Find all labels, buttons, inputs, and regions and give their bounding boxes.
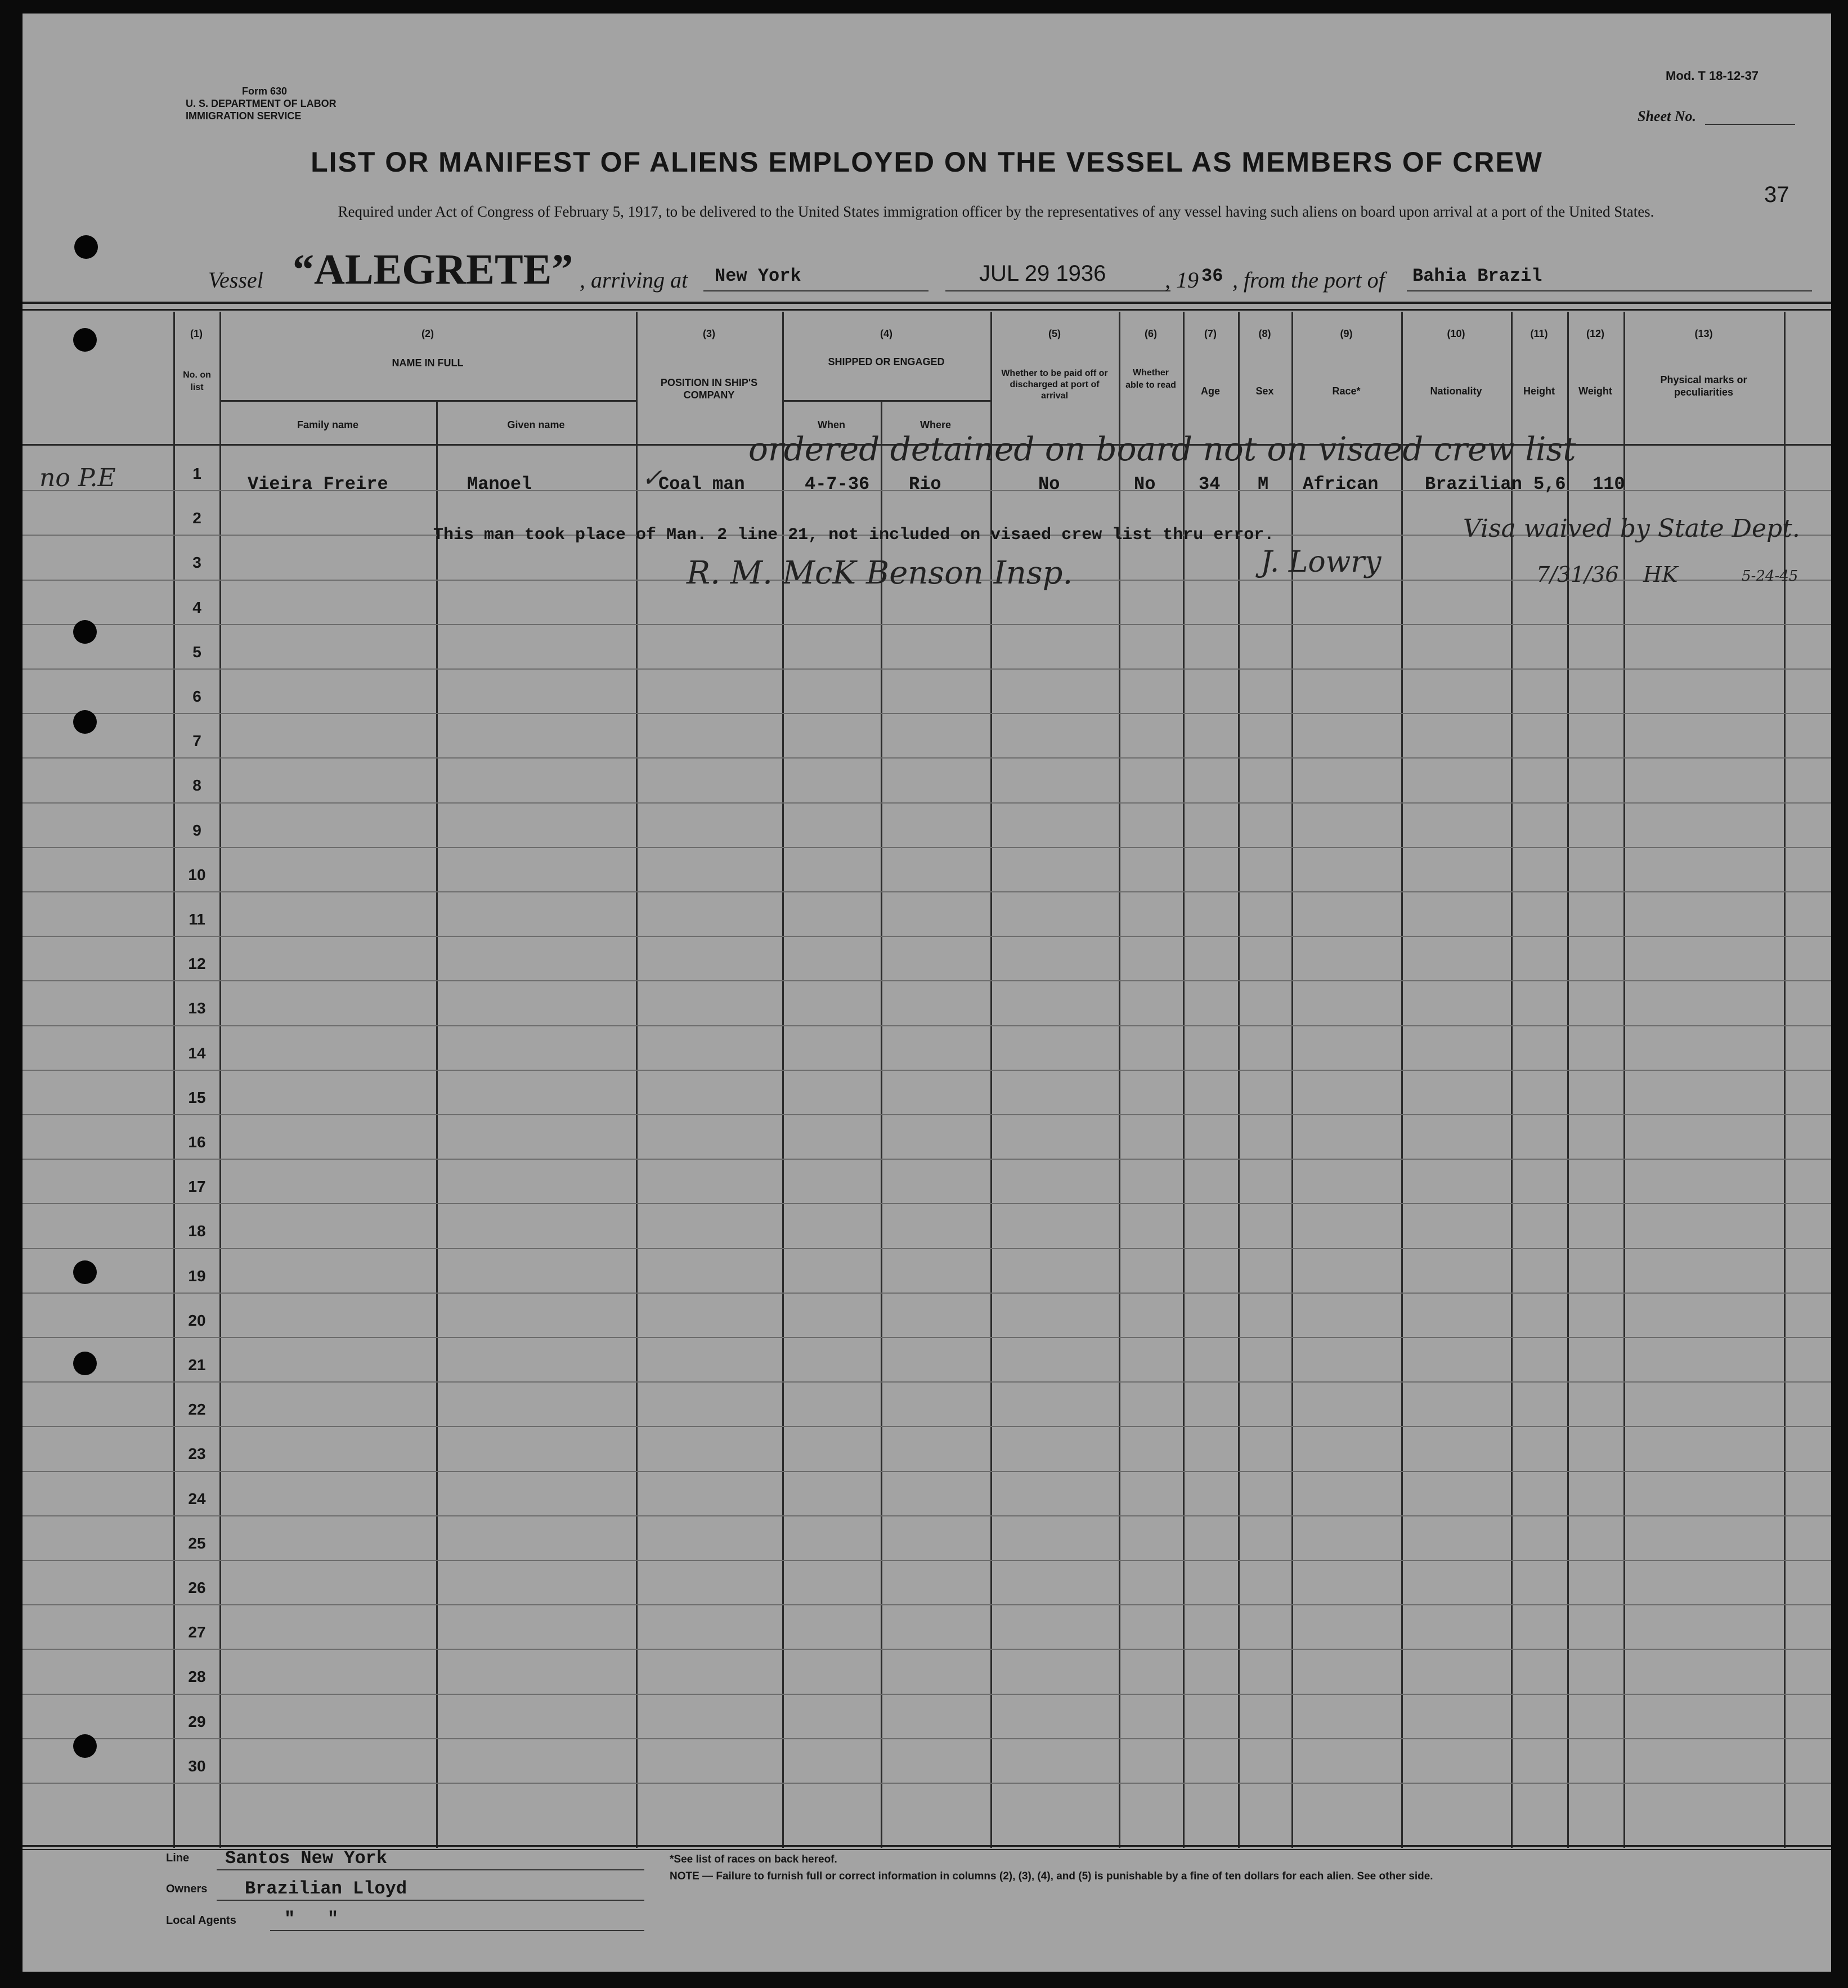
line-value: Santos New York [225, 1848, 388, 1869]
margin-note: no P.E [39, 464, 116, 492]
row-number: 8 [192, 777, 201, 795]
row-number: 22 [188, 1401, 206, 1419]
row-number: 5 [192, 643, 201, 661]
row-number: 1 [192, 465, 201, 482]
punch-hole [73, 328, 97, 352]
nationality: Brazilian [1425, 474, 1522, 495]
row-number: 23 [188, 1445, 206, 1463]
height: 5,6 [1533, 474, 1566, 495]
row-rule [23, 847, 1831, 848]
penalty-note: NOTE — Failure to furnish full or correct information in columns (2), (3), (4), and (5) is punishable by a fine of ten dollars for each alien. See other side. [670, 1870, 1433, 1882]
col2-label: NAME IN FULL [392, 357, 464, 369]
typed-note: This man took place of Man. 2 line 21, not included on visaed crew list thru error. [433, 526, 1275, 545]
row-number: 10 [188, 865, 206, 883]
row-rule [23, 1783, 1831, 1784]
row-number: 20 [188, 1311, 206, 1329]
port-underline [1407, 290, 1812, 291]
initials-hk: HK [1643, 562, 1678, 587]
row-rule [23, 1604, 1831, 1605]
position: Coal man [658, 474, 745, 495]
row-rule [23, 936, 1831, 937]
row-rule [23, 1381, 1831, 1383]
races-note: *See list of races on back hereof. [670, 1854, 837, 1865]
vessel-name: “ALEGRETE” [293, 246, 573, 293]
row-number: 26 [188, 1579, 206, 1596]
name-subheader-rule [219, 400, 636, 402]
row-rule [23, 1248, 1831, 1249]
col4-num: (4) [880, 328, 892, 339]
punch-hole [73, 1260, 97, 1284]
row-number: 9 [192, 821, 201, 839]
col4-where: Where [919, 419, 951, 430]
agents-value: " " [284, 1909, 339, 1929]
row-rule [23, 713, 1831, 714]
row-number: 24 [188, 1489, 206, 1507]
col-rule [1401, 312, 1403, 1848]
ordered-detained-note: ordered detained on board not on visaed crew list [748, 430, 1576, 468]
row-rule [23, 1159, 1831, 1160]
row-rule [23, 624, 1831, 625]
col7-num: (7) [1204, 328, 1217, 339]
punch-hole [73, 620, 97, 644]
arriving-port: New York [715, 266, 801, 286]
row-number: 6 [192, 688, 201, 705]
able-to-read: No [1134, 474, 1156, 495]
row-number: 27 [188, 1623, 206, 1641]
col2-given: Given name [507, 419, 565, 430]
given-name: Manoel [467, 474, 532, 495]
punch-hole [73, 1352, 97, 1375]
inspector-signature: R. M. McK Benson Insp. [687, 555, 1073, 591]
owners-underline [217, 1900, 644, 1901]
row-rule [23, 1070, 1831, 1071]
line-label: Line [166, 1852, 190, 1864]
col5-label: Whether to be paid off or discharged at port of arrival [1001, 369, 1108, 401]
row-number: 29 [188, 1712, 206, 1730]
arriving-underline [703, 290, 929, 291]
col7-label: Age [1200, 385, 1220, 397]
row-number: 4 [192, 598, 201, 616]
row-rule [23, 1515, 1831, 1516]
mod-number: Mod. T 18-12-37 [1666, 69, 1759, 83]
from-port: Bahia Brazil [1412, 266, 1542, 286]
col6-label: Whether able to read [1125, 368, 1176, 390]
col-rule [173, 312, 175, 1848]
agents-label: Local Agents [166, 1914, 236, 1927]
manifest-sheet [23, 14, 1831, 1972]
col12-num: (12) [1586, 328, 1604, 339]
row-rule [23, 1203, 1831, 1204]
row-rule [23, 1426, 1831, 1427]
vessel-label: Vessel [208, 267, 263, 293]
arrival-stamp-date: JUL 29 1936 [979, 261, 1106, 286]
col4-label: SHIPPED OR ENGAGED [828, 356, 945, 367]
family-name: Vieira Freire [248, 474, 388, 495]
row-rule [23, 980, 1831, 981]
code-note: 5-24-45 [1742, 568, 1798, 585]
row-number: 17 [188, 1178, 206, 1196]
agents-underline [270, 1930, 644, 1931]
sheet-underline [1705, 124, 1795, 125]
owners-label: Owners [166, 1883, 208, 1895]
page-number: 37 [1764, 182, 1789, 207]
initials-signature: J. Lowry [1261, 545, 1381, 579]
row-number: 11 [189, 910, 205, 928]
col13-num: (13) [1694, 328, 1713, 339]
row-rule [23, 1293, 1831, 1294]
punch-hole [74, 235, 98, 259]
col2-family: Family name [297, 419, 359, 430]
owners-value: Brazilian Lloyd [245, 1878, 407, 1899]
sex: M [1258, 474, 1269, 495]
year-prefix: , 19 [1165, 267, 1199, 293]
line-underline [217, 1869, 644, 1870]
visa-note: Visa waived by State Dept. [1463, 514, 1800, 543]
service: IMMIGRATION SERVICE [186, 110, 302, 122]
table-bottom-rule [23, 1845, 1831, 1847]
row-number: 7 [192, 732, 201, 750]
col4-when: When [818, 419, 845, 430]
department: U. S. DEPARTMENT OF LABOR [186, 98, 337, 109]
form-number: Form 630 [242, 86, 288, 97]
col10-label: Nationality [1430, 385, 1482, 397]
shipped-where: Rio [909, 474, 941, 495]
col10-num: (10) [1447, 328, 1465, 339]
paid-off: No [1038, 474, 1060, 495]
col12-label: Weight [1578, 385, 1612, 397]
row-number: 3 [192, 554, 201, 572]
col9-num: (9) [1340, 328, 1353, 339]
col13-label: Physical marks or peculiarities [1660, 374, 1747, 398]
col2-num: (2) [421, 328, 434, 339]
year: 36 [1201, 266, 1223, 286]
col-rule [881, 402, 882, 1848]
punch-hole [73, 1734, 97, 1758]
col1-num: (1) [190, 328, 203, 339]
row-number: 30 [188, 1757, 206, 1775]
col1-label: No. on list [183, 370, 211, 392]
col6-num: (6) [1145, 328, 1157, 339]
row-rule [23, 1649, 1831, 1650]
punch-hole [73, 710, 97, 734]
row-number: 12 [188, 955, 206, 973]
shipped-subheader-rule [782, 400, 990, 402]
race: African [1303, 474, 1379, 495]
shipped-when: 4-7-36 [805, 474, 870, 495]
col5-num: (5) [1048, 328, 1061, 339]
row-rule [23, 1114, 1831, 1115]
row-rule [23, 802, 1831, 804]
col-rule [219, 312, 221, 1848]
age: 34 [1199, 474, 1221, 495]
col3-label: POSITION IN SHIP'S COMPANY [660, 377, 758, 401]
table-top-rule-2 [23, 309, 1831, 311]
row-rule [23, 1738, 1831, 1739]
row-number: 19 [188, 1267, 206, 1285]
row-rule [23, 668, 1831, 670]
row-number: 21 [188, 1356, 206, 1374]
row-number: 16 [188, 1133, 206, 1151]
row-rule [23, 1560, 1831, 1561]
row-number: 15 [188, 1088, 206, 1106]
col8-num: (8) [1258, 328, 1271, 339]
col3-num: (3) [703, 328, 715, 339]
row-number: 13 [188, 999, 206, 1017]
row-rule [23, 757, 1831, 759]
row-number: 18 [188, 1222, 206, 1240]
date-note: 7/31/36 [1536, 562, 1619, 587]
row-rule [23, 1694, 1831, 1695]
row-number: 14 [188, 1044, 206, 1062]
check-mark: ✓ [642, 464, 662, 492]
table-top-rule [23, 302, 1831, 304]
row-number: 25 [188, 1534, 206, 1552]
row-number: 2 [192, 509, 201, 527]
weight: 110 [1593, 474, 1625, 495]
col8-label: Sex [1255, 385, 1274, 397]
arriving-label: , arriving at [580, 267, 688, 293]
row-rule [23, 1471, 1831, 1472]
col9-label: Race* [1332, 385, 1361, 397]
date-underline [945, 290, 1170, 291]
col11-num: (11) [1530, 328, 1548, 339]
row-rule [23, 1337, 1831, 1338]
row-number: 28 [188, 1668, 206, 1686]
sheet-label: Sheet No. [1638, 108, 1696, 124]
row-rule [23, 1025, 1831, 1026]
col-rule [436, 402, 438, 1848]
col11-label: Height [1523, 385, 1555, 397]
requirement-text: Required under Act of Congress of February 5, 1917, to be delivered to the United States immigration officer by the representatives of any vessel having such aliens on board upon arrival at a port of the United States. [338, 203, 1654, 220]
from-label: , from the port of [1232, 267, 1385, 293]
row-rule [23, 891, 1831, 892]
col-rule [1291, 312, 1293, 1848]
page-title: LIST OR MANIFEST OF ALIENS EMPLOYED ON THE VESSEL AS MEMBERS OF CREW [311, 146, 1543, 178]
